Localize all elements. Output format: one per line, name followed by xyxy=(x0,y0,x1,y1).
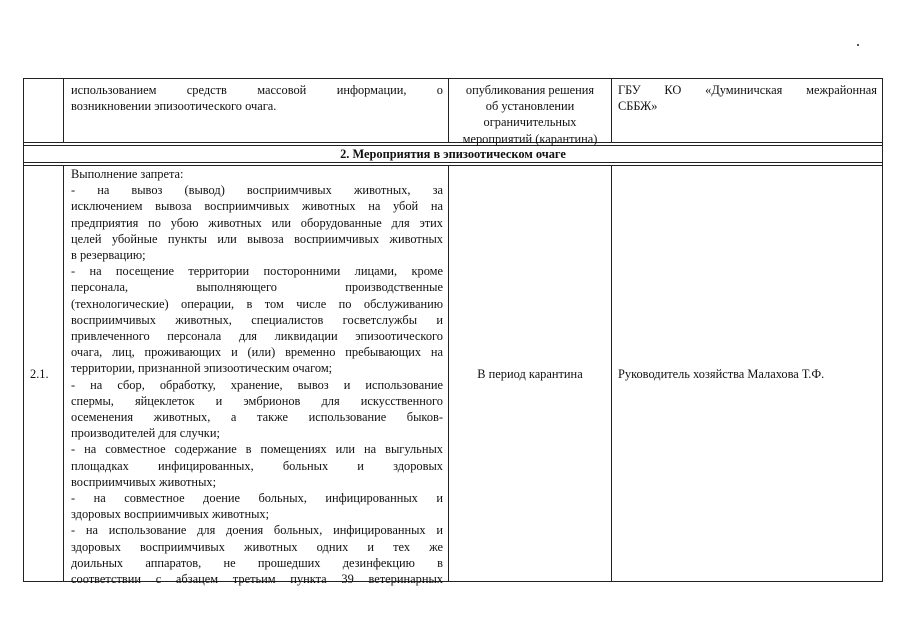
text-line: об установлении xyxy=(485,99,575,114)
row-responsible: Руководитель хозяйства Малахова Т.Ф. xyxy=(618,367,825,381)
text-line: (технологические) операции, в том числе по обслуживанию xyxy=(71,296,443,311)
text-line: производителей для случки; xyxy=(71,426,220,441)
text-line: здоровых восприимчивых животных; xyxy=(71,507,270,522)
text-line: - на сбор, обработку, хранение, вывоз и использование xyxy=(71,377,443,392)
text-line: территории, признанной эпизоотическим очагом; xyxy=(71,361,333,376)
text-line: площадках инфицированных, больных и здоровых xyxy=(71,458,443,473)
text-line: исключением вывоза восприимчивых животных на убой на xyxy=(71,199,443,214)
text-line: - на использование для доения больных, инфицированных и xyxy=(71,523,443,538)
section-heading xyxy=(25,146,881,162)
text-line: восприимчивых животных, специалистов госветслужбы и xyxy=(71,312,443,327)
row-number: 2.1. xyxy=(30,367,49,381)
text-line: персонала, выполняющего производственные xyxy=(71,280,443,295)
text-line: доильных аппаратов, не прошедших дезинфекцию в xyxy=(71,555,443,570)
measures-table xyxy=(23,78,883,587)
text-line: предприятия по убою животных или оборудованные для этих xyxy=(71,215,443,230)
row-period: В период карантина xyxy=(477,367,583,381)
text-line: - на совместное доение больных, инфицированных и xyxy=(71,491,443,506)
text-line: возникновении эпизоотического очага. xyxy=(71,99,277,114)
text-line: использованием средств массовой информации, о xyxy=(71,83,443,97)
top-row-deadline xyxy=(452,82,608,147)
text-line: спермы, яйцеклеток и эмбрионов для искусственного xyxy=(71,393,443,408)
text-line: в резервацию; xyxy=(71,248,146,263)
top-row-responsible xyxy=(618,82,877,114)
text-line: осеменения животных, а также использование быков- xyxy=(71,410,443,425)
text-line: привлеченного персонала для ликвидации эпизоотического xyxy=(71,329,443,344)
text-line: - на посещение территории посторонними лицами, кроме xyxy=(71,264,443,279)
text-line: здоровых восприимчивых животных одних и тех же xyxy=(71,539,443,554)
text-line: - на вывоз (вывод) восприимчивых животных, за xyxy=(71,183,443,198)
section-title: 2. Мероприятия в эпизоотическом очаге xyxy=(340,147,566,161)
text-line: соответствии с абзацем третьим пункта 39 ветеринарных xyxy=(71,572,443,587)
text-line: восприимчивых животных; xyxy=(71,474,217,489)
text-line: СББЖ» xyxy=(618,99,658,114)
row-description xyxy=(71,166,443,587)
text-line: целей убойные пункты или вывоза восприимчивых животных xyxy=(71,231,443,246)
text-line: ГБУ КО «Думиничская межрайонная xyxy=(618,83,877,97)
text-line: мероприятий (карантина) xyxy=(462,131,598,146)
text-line: Выполнение запрета: xyxy=(71,167,184,181)
scan-speck xyxy=(857,44,859,46)
text-line: опубликования решения xyxy=(465,83,595,97)
text-line: ограничительных xyxy=(483,115,577,130)
text-line: очага, лиц, проживающих и (или) временно пребывающих на xyxy=(71,345,443,360)
text-line: - на совместное содержание в помещениях или на выгульных xyxy=(71,442,443,457)
top-row-description xyxy=(71,82,443,114)
